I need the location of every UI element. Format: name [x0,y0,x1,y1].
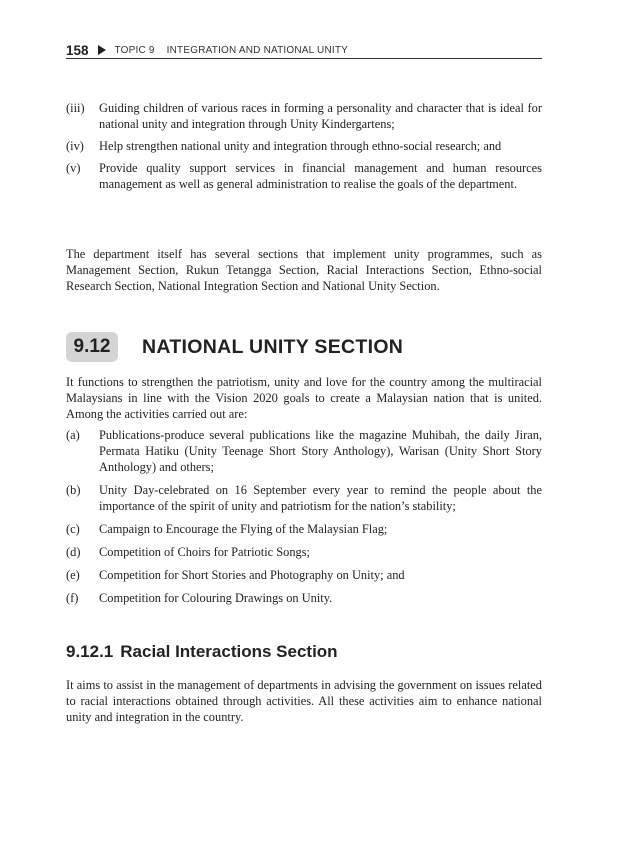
list-item [66,482,542,514]
list-item-text: Provide quality support services in financial management and human resources management as well as general administration to realise the goals of the department. [99,161,542,191]
intro-list [66,100,542,192]
list-item-label: (iv) [66,139,84,153]
section-heading [66,332,542,362]
subsection-title: Racial Interactions Section [120,642,338,661]
list-item [66,590,542,606]
list-item [66,567,542,583]
subsection-heading [66,642,338,662]
list-item [66,138,542,154]
intro-list-block [66,100,542,192]
subsection-number: 9.12.1 [66,642,114,661]
department-paragraph: The department itself has several sections that implement unity programmes, such as Management Section, Rukun Tetangga Section, Racial Interactions Section, Ethno-social Research Section, National Integration Section and National Unity Section. [66,247,542,293]
list-item-label: (e) [66,568,80,582]
list-item-text: Competition for Colouring Drawings on Unity. [99,591,333,605]
list-item-text: Competition for Short Stories and Photography on Unity; and [99,568,405,582]
running-header [66,41,542,59]
list-item-text: Publications-produce several publications like the magazine Muhibah, the daily Jiran, Permata Hatiku (Unity Teenage Short Story Anthology), Warisan (Unity Short Story Anthology) and others; [99,428,542,474]
list-item-text: Unity Day-celebrated on 16 September every year to remind the people about the importance of the spirit of unity and patriotism for the nation’s stability; [99,483,542,513]
list-item-text: Campaign to Encourage the Flying of the Malaysian Flag; [99,522,388,536]
list-item-label: (b) [66,483,81,497]
list-item-label: (v) [66,161,81,175]
list-item-text: Help strengthen national unity and integration through ethno-social research; and [99,139,502,153]
right-arrow-icon [98,45,106,55]
topic-title: INTEGRATION AND NATIONAL UNITY [166,45,349,56]
section-number-badge: 9.12 [66,332,118,362]
list-item-label: (a) [66,428,80,442]
list-item [66,544,542,560]
subsection-paragraph: It aims to assist in the management of departments in advising the government on issues related to racial interactions obtained through activities. All these activities aim to enhance national unity and integration in the country. [66,678,542,724]
list-item [66,427,542,475]
list-item-label: (iii) [66,101,85,115]
list-item [66,521,542,537]
list-item-text: Guiding children of various races in forming a personality and character that is ideal for national unity and integration through Unity Kindergartens; [99,101,542,131]
list-item-text: Competition of Choirs for Patriotic Songs; [99,545,310,559]
section-intro-paragraph: It functions to strengthen the patriotism, unity and love for the country among the multiracial Malaysians in line with the Vision 2020 goals to create a Malaysian nation that is united. Among the activities carried out are: [66,375,542,421]
list-item-label: (d) [66,545,81,559]
list-item [66,100,542,132]
list-item-label: (c) [66,522,80,536]
section-title: NATIONAL UNITY SECTION [142,335,404,358]
list-item-label: (f) [66,591,79,605]
activities-list [66,427,542,606]
list-item [66,160,542,192]
page-number: 158 [66,43,89,58]
activities-list-block [66,427,542,606]
topic-label: TOPIC 9 [114,45,155,56]
